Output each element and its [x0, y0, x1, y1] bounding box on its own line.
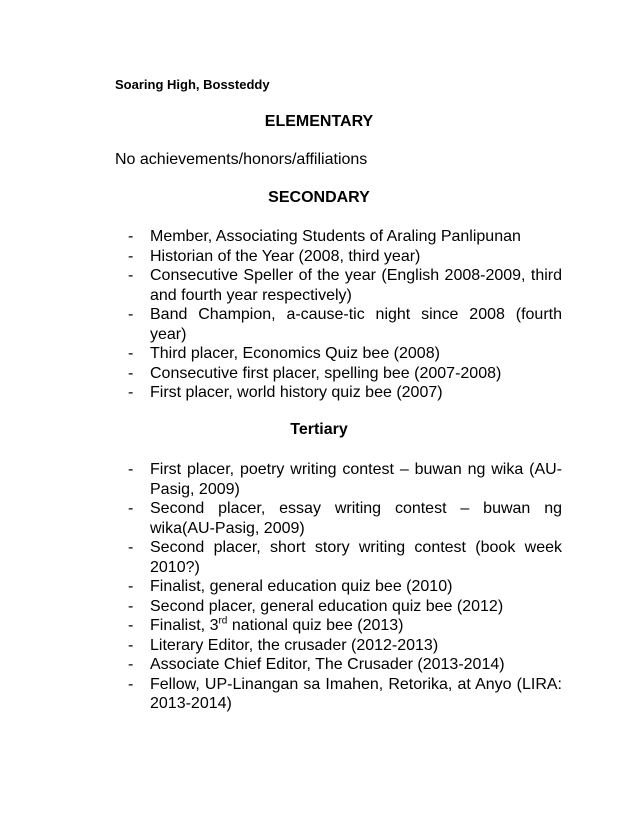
bullet-dash: -	[128, 247, 134, 265]
list-item-text: Consecutive Speller of the year (English 2008-2009, third and fourth year respectively)	[150, 267, 562, 304]
list-item-text-before: Finalist, 3	[150, 617, 219, 634]
bullet-dash: -	[128, 636, 134, 654]
bullet-dash: -	[128, 578, 134, 595]
secondary-achievements-list	[128, 227, 562, 403]
list-item	[128, 266, 562, 305]
heading-tertiary: Tertiary	[290, 421, 348, 438]
list-item-text	[150, 616, 562, 636]
list-item-text: Member, Associating Students of Araling Panlipunan	[150, 228, 521, 245]
heading-elementary: ELEMENTARY	[264, 113, 374, 130]
bullet-dash: -	[128, 675, 134, 693]
list-item-text-after: national quiz bee (2013)	[227, 617, 404, 634]
ordinal-superscript: rd	[218, 615, 228, 627]
list-item-text: Finalist, general education quiz bee (2010)	[150, 578, 453, 595]
bullet-dash: -	[128, 597, 134, 615]
list-item	[128, 577, 562, 597]
list-item-text: First placer, world history quiz bee (2007)	[150, 384, 443, 401]
bullet-dash: -	[128, 656, 134, 673]
bullet-dash: -	[128, 384, 134, 401]
elementary-note: No achievements/honors/affiliations	[115, 151, 368, 168]
list-item	[128, 305, 562, 344]
list-item	[128, 597, 562, 617]
heading-secondary: SECONDARY	[268, 189, 370, 206]
list-item-text: Associate Chief Editor, The Crusader (2013-2014)	[150, 656, 505, 673]
bullet-dash: -	[128, 345, 134, 362]
list-item	[128, 538, 562, 577]
list-item	[128, 344, 562, 364]
list-item-text: Second placer, general education quiz bee (2012)	[150, 597, 504, 615]
bullet-dash: -	[128, 228, 134, 245]
list-item	[128, 675, 562, 714]
list-item	[128, 247, 562, 267]
bullet-dash: -	[128, 306, 134, 323]
list-item-text: Historian of the Year (2008, third year)	[150, 247, 421, 265]
list-item-text: Second placer, short story writing contest (book week 2010?)	[150, 539, 562, 576]
list-item-text: Literary Editor, the crusader (2012-2013)	[150, 636, 439, 654]
list-item-text: Second placer, essay writing contest – buwan ng wika(AU-Pasig, 2009)	[150, 500, 562, 537]
bullet-dash: -	[128, 461, 134, 478]
list-item	[128, 460, 562, 499]
bullet-dash: -	[128, 617, 134, 634]
document-title: Soaring High, Bossteddy	[115, 77, 270, 92]
list-item	[128, 499, 562, 538]
bullet-dash: -	[128, 539, 134, 556]
list-item-text: Third placer, Economics Quiz bee (2008)	[150, 345, 440, 362]
list-item	[128, 227, 562, 247]
list-item	[128, 383, 562, 403]
tertiary-achievements-list	[128, 460, 562, 714]
list-item-text: Band Champion, a-cause-tic night since 2008 (fourth year)	[150, 306, 562, 343]
list-item-text: First placer, poetry writing contest – buwan ng wika (AU-Pasig, 2009)	[150, 461, 562, 498]
bullet-dash: -	[128, 500, 134, 517]
list-item-text: Consecutive first placer, spelling bee (2007-2008)	[150, 364, 502, 382]
bullet-dash: -	[128, 364, 134, 382]
list-item	[128, 616, 562, 636]
bullet-dash: -	[128, 267, 134, 284]
list-item	[128, 655, 562, 675]
list-item	[128, 364, 562, 384]
list-item	[128, 636, 562, 656]
list-item-text: Fellow, UP-Linangan sa Imahen, Retorika, at Anyo (LIRA: 2013-2014)	[150, 675, 562, 712]
